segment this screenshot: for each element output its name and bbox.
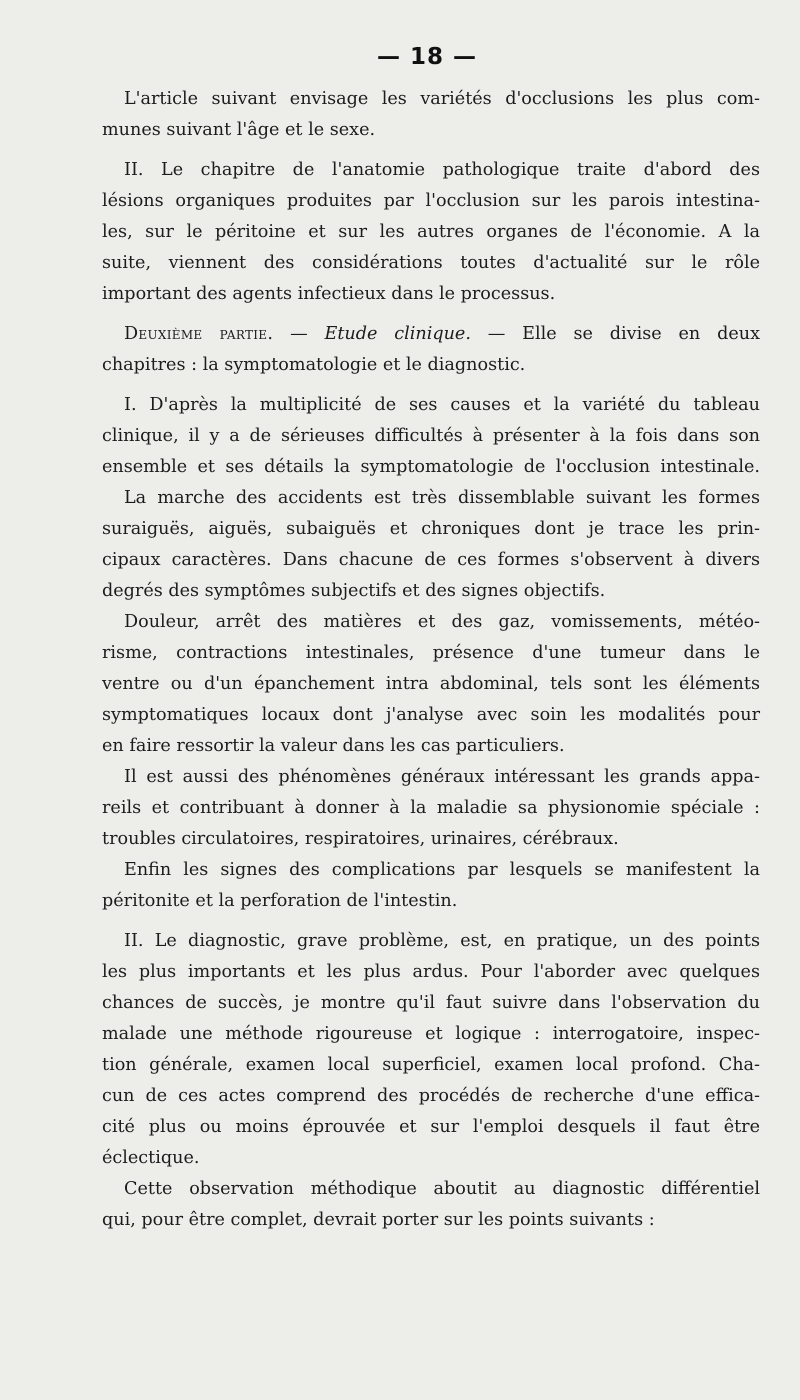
text-line: symptomatiques locaux dont j'analyse avec soin les modalités pour <box>102 705 760 725</box>
section-heading-line <box>102 319 760 350</box>
paragraph-article-variety <box>102 84 760 146</box>
text-line: ensemble et ses détails la symptomatologie de l'occlusion intestinale. <box>102 457 760 477</box>
section-label: Deuxième partie. <box>124 324 274 344</box>
page-text <box>102 84 760 1236</box>
page-number: — 18 — <box>376 44 478 70</box>
text-line: La marche des accidents est très dissemblable suivant les formes <box>124 488 760 508</box>
text-line: risme, contractions intestinales, présence d'une tumeur dans le <box>102 643 760 663</box>
text-line: en faire ressortir la valeur dans les cas particuliers. <box>102 736 565 756</box>
text-line: les, sur le péritoine et sur les autres organes de l'économie. A la <box>102 222 760 242</box>
text-line: chapitres : la symptomatologie et le diagnostic. <box>102 355 526 375</box>
text-line: tion générale, examen local superficiel, examen local profond. Cha- <box>102 1055 760 1075</box>
text-line: clinique, il y a de sérieuses difficultés à présenter à la fois dans son <box>102 426 760 446</box>
paragraph-diagnosis <box>102 926 760 1236</box>
text-line: troubles circulatoires, respiratoires, urinaires, cérébraux. <box>102 829 619 849</box>
text-line: I. D'après la multiplicité de ses causes et la variété du tableau <box>124 395 760 415</box>
text-line: II. Le diagnostic, grave problème, est, en pratique, un des points <box>124 931 760 951</box>
text-line: reils et contribuant à donner à la maladie sa physionomie spéciale : <box>102 798 760 818</box>
text-line: degrés des symptômes subjectifs et des signes objectifs. <box>102 581 606 601</box>
paragraph-anatomy-chapter <box>102 155 760 310</box>
text-line: qui, pour être complet, devrait porter sur les points suivants : <box>102 1210 655 1230</box>
text-line: lésions organiques produites par l'occlusion sur les parois intestina- <box>102 191 760 211</box>
text-line: Douleur, arrêt des matières et des gaz, vomissements, météo- <box>124 612 760 632</box>
text-line: L'article suivant envisage les variétés d'occlusions les plus com- <box>124 89 760 109</box>
section-heading-paragraph <box>102 319 760 381</box>
heading-dash: — <box>273 324 325 344</box>
text-line: Cette observation méthodique aboutit au diagnostic différentiel <box>124 1179 760 1199</box>
section-title: Etude clinique. <box>324 324 471 344</box>
text-line: ventre ou d'un épanchement intra abdominal, tels sont les éléments <box>102 674 760 694</box>
text-line: péritonite et la perforation de l'intestin. <box>102 891 458 911</box>
text-line: suraiguës, aiguës, subaiguës et chroniques dont je trace les prin- <box>102 519 760 539</box>
text-line: éclectique. <box>102 1148 200 1168</box>
text-line: suite, viennent des considérations toutes d'actualité sur le rôle <box>102 253 760 273</box>
text-line: munes suivant l'âge et le sexe. <box>102 120 376 140</box>
text-line: malade une méthode rigoureuse et logique : interrogatoire, inspec- <box>102 1024 760 1044</box>
text-line: chances de succès, je montre qu'il faut suivre dans l'observation du <box>102 993 760 1013</box>
text-line: important des agents infectieux dans le processus. <box>102 284 556 304</box>
text-line: cité plus ou moins éprouvée et sur l'emploi desquels il faut être <box>102 1117 760 1137</box>
text-line: cun de ces actes comprend des procédés de recherche d'une effica- <box>102 1086 760 1106</box>
text-line: les plus importants et les plus ardus. Pour l'aborder avec quelques <box>102 962 760 982</box>
paragraph-symptomatology <box>102 390 760 917</box>
heading-rest: — Elle se divise en deux <box>470 324 761 344</box>
text-line: Il est aussi des phénomènes généraux intéressant les grands appa- <box>124 767 760 787</box>
text-line: cipaux caractères. Dans chacune de ces formes s'observent à divers <box>102 550 760 570</box>
text-line: Enfin les signes des complications par lesquels se manifestent la <box>124 860 760 880</box>
text-line: II. Le chapitre de l'anatomie pathologique traite d'abord des <box>124 160 760 180</box>
